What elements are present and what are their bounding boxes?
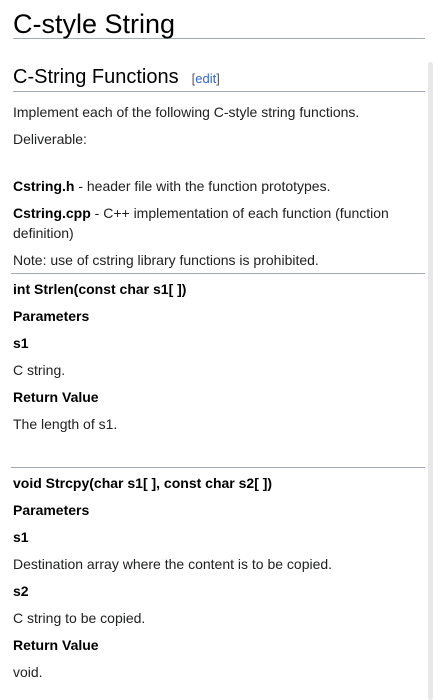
- deliverable-header-file: [13, 176, 425, 196]
- param-name: s1: [13, 529, 29, 545]
- cpp-file-desc: - C++ implementation of each function (function definition): [13, 205, 389, 241]
- function-signature: int Strlen(const char s1[ ]): [13, 281, 187, 297]
- header-file-desc: - header file with the function prototypes.: [74, 178, 331, 194]
- return-desc: The length of s1.: [13, 416, 118, 432]
- edit-section: [edit]: [191, 71, 220, 86]
- parameters-label: Parameters: [13, 308, 90, 324]
- deliverable-label: Deliverable:: [13, 131, 87, 147]
- document-page: [13, 0, 425, 682]
- section-title: C-String Functions: [13, 66, 179, 88]
- divider: [11, 273, 425, 274]
- section-heading: [13, 65, 425, 92]
- function-block-strcpy: [13, 473, 425, 682]
- cpp-filename: Cstring.cpp: [13, 205, 91, 221]
- divider: [11, 467, 425, 468]
- parameters-label: Parameters: [13, 502, 90, 518]
- intro-text: Implement each of the following C-style string functions.: [13, 104, 360, 120]
- return-label: Return Value: [13, 389, 99, 405]
- deliverable-cpp-file: [13, 203, 425, 243]
- param-name: s1: [13, 335, 29, 351]
- param-desc: C string.: [13, 362, 66, 378]
- header-filename: Cstring.h: [13, 178, 75, 194]
- param-name: s2: [13, 583, 29, 599]
- return-desc: void.: [13, 664, 43, 680]
- function-block-strlen: [13, 279, 425, 434]
- function-signature: void Strcpy(char s1[ ], const char s2[ ]): [13, 475, 273, 491]
- edit-link[interactable]: edit: [195, 71, 217, 86]
- param-desc: C string to be copied.: [13, 610, 146, 626]
- scrollbar[interactable]: [428, 62, 433, 700]
- return-label: Return Value: [13, 637, 99, 653]
- note-text: Note: use of cstring library functions is prohibited.: [13, 252, 319, 268]
- page-title: C-style String: [13, 0, 425, 39]
- param-desc: Destination array where the content is to be copied.: [13, 556, 333, 572]
